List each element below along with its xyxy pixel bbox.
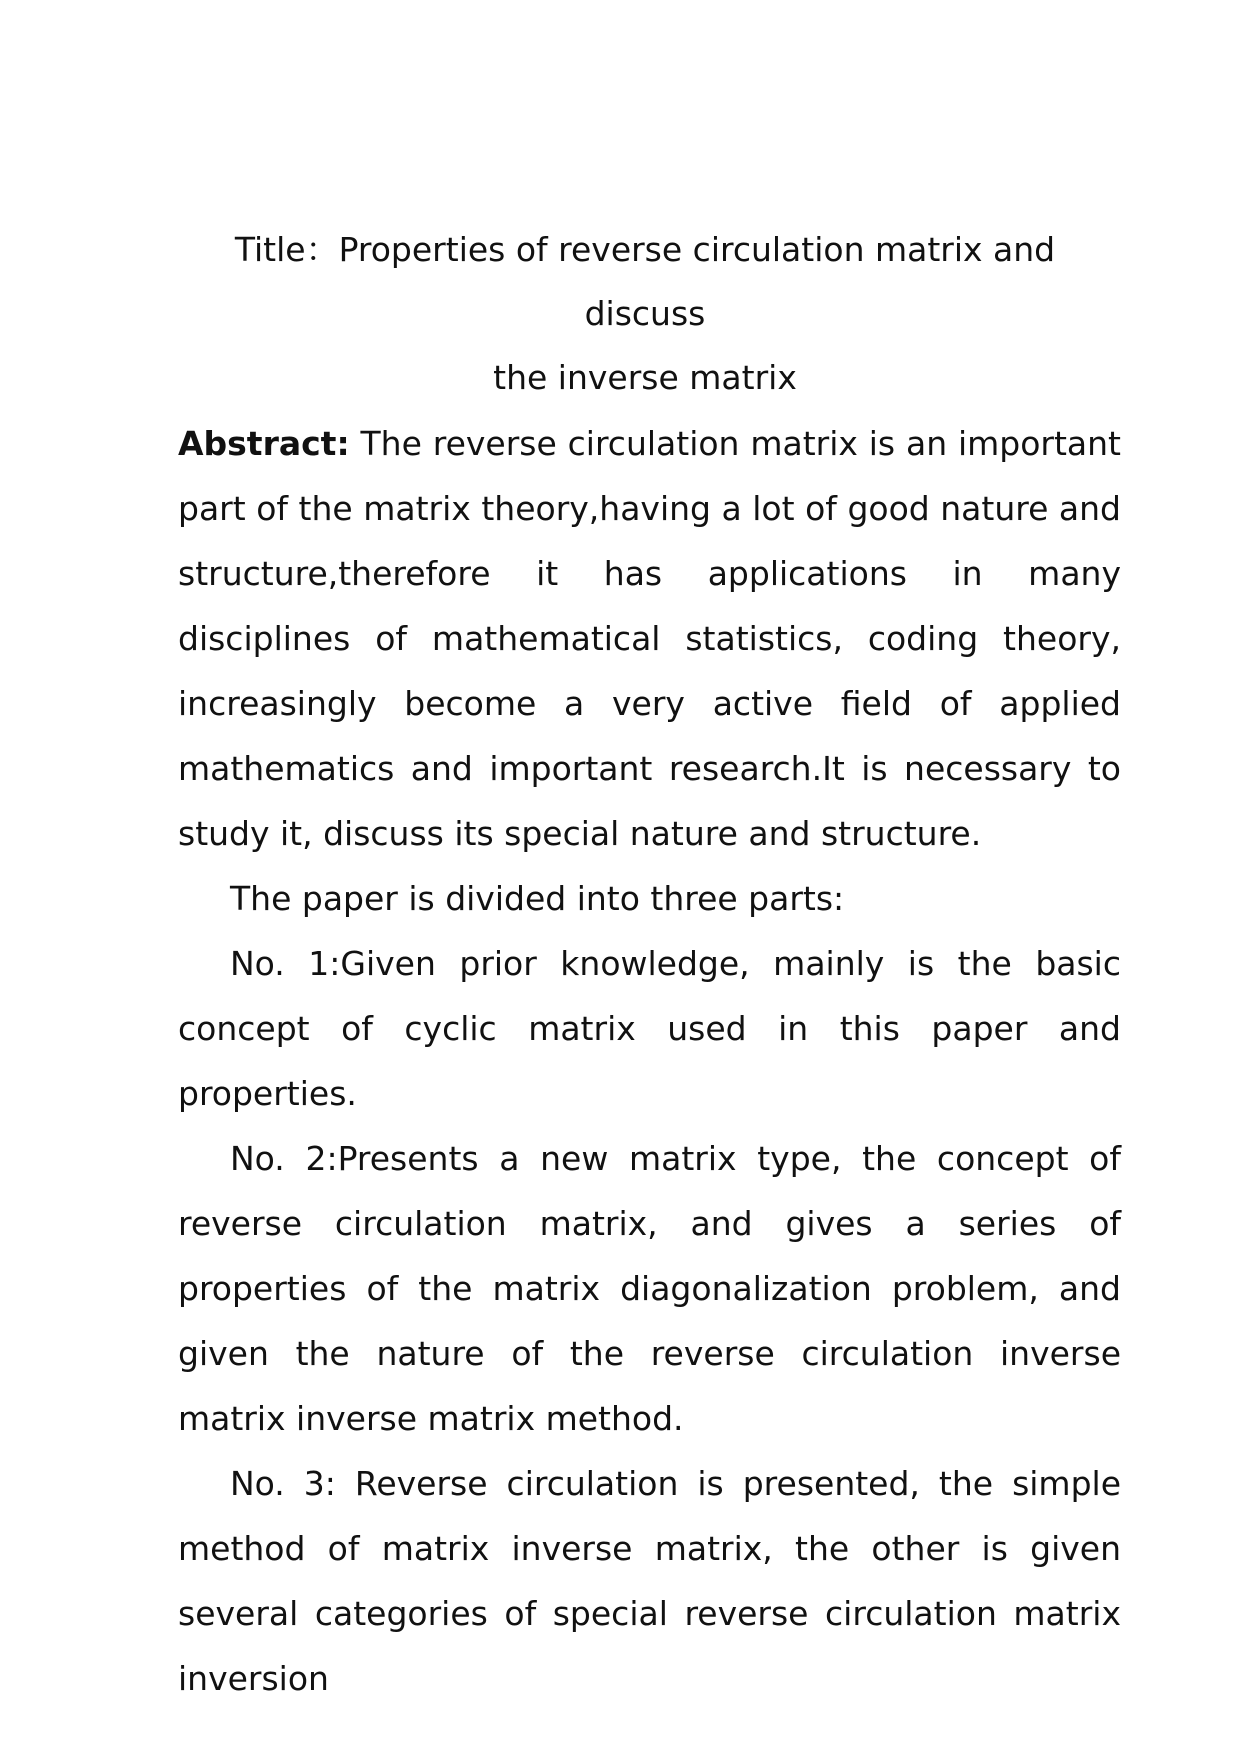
abstract-text: The reverse circulation matrix is an important part of the matrix theory,having a lot of good nature and structure,therefore it has applications in many disciplines of mathematical statistics, coding theory, increasingly become a very active field of applied mathematics and important research.It is necessary to study it, discuss its special nature and structure.: [178, 424, 1121, 853]
document-title: [170, 218, 1120, 410]
paragraph-intro: The paper is divided into three parts:: [230, 879, 845, 918]
title-line-1: Title：Properties of reverse circulation matrix and discuss: [234, 230, 1056, 333]
abstract-paragraph: [178, 411, 1121, 866]
paragraph-part-3: No. 3: Reverse circulation is presented, the simple method of matrix inverse matrix, the other is given several categories of special reverse circulation matrix inversion: [178, 1464, 1121, 1698]
paragraph-part-2: No. 2:Presents a new matrix type, the concept of reverse circulation matrix, and gives a series of properties of the matrix diagonalization problem, and given the nature of the reverse circulation inverse matrix inverse matrix method.: [178, 1139, 1121, 1438]
abstract-label: Abstract:: [178, 424, 350, 463]
abstract-body: [178, 411, 1121, 1711]
paragraph-part-1: No. 1:Given prior knowledge, mainly is the basic concept of cyclic matrix used in this paper and properties.: [178, 944, 1121, 1113]
title-line-2: the inverse matrix: [493, 358, 797, 397]
